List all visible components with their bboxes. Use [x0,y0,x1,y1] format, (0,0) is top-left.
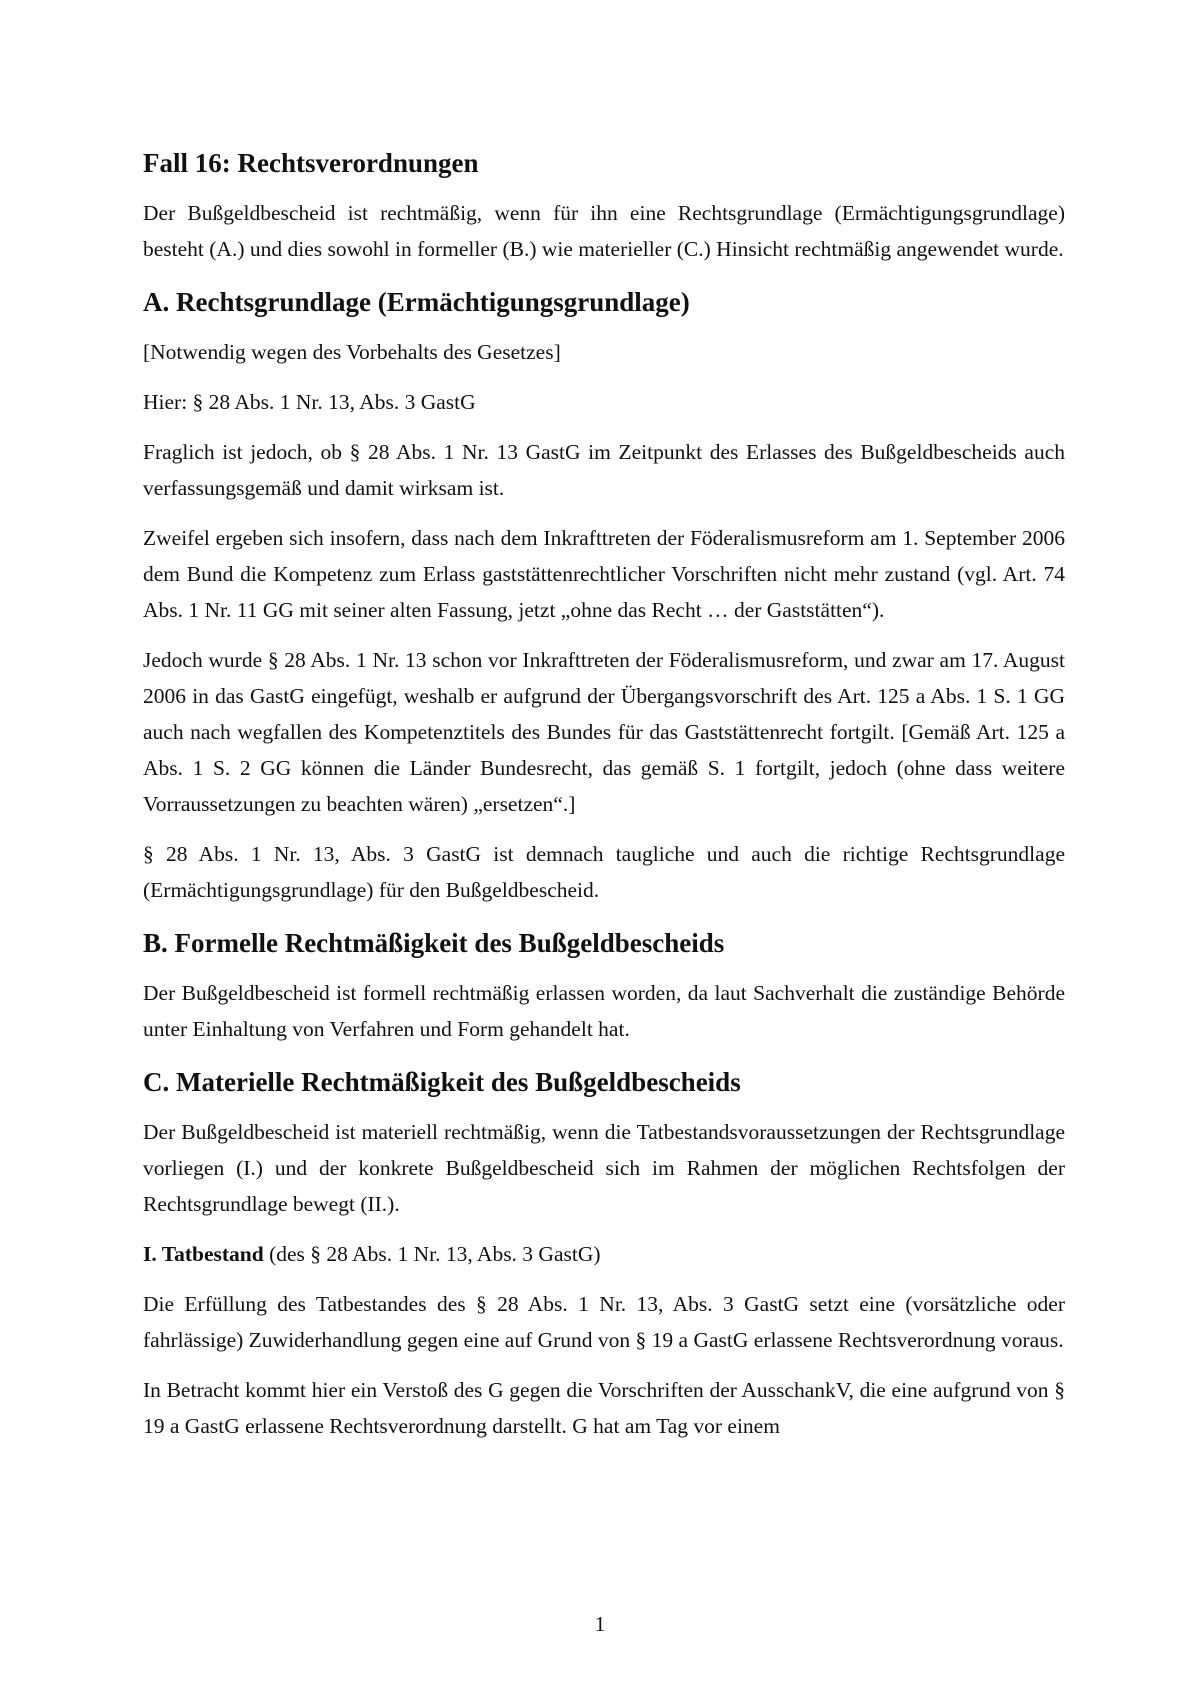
section-a-paragraph-2: Hier: § 28 Abs. 1 Nr. 13, Abs. 3 GastG [143,390,476,415]
section-a-paragraph-1: [Notwendig wegen des Vorbehalts des Gesetzes] [143,340,561,365]
section-a-heading: A. Rechtsgrundlage (Ermächtigungsgrundlage) [143,287,690,318]
subsection-heading [143,1236,1065,1272]
intro-paragraph: Der Bußgeldbescheid ist rechtmäßig, wenn für ihn eine Rechtsgrundlage (Ermächtigungsgrundlage) besteht (A.) und dies sowohl in formeller (B.) wie materieller (C.) Hinsicht rechtmäßig angewendet wurde. [143,201,1065,262]
subsection-heading-rest: (des § 28 Abs. 1 Nr. 13, Abs. 3 GastG) [263,1242,601,1267]
section-a-paragraph-4: Zweifel ergeben sich insofern, dass nach dem Inkrafttreten der Föderalismusreform am 1. September 2006 dem Bund die Kompetenz zum Erlass gaststättenrechtlicher Vorschriften nicht mehr zustand (vgl. Art. 74 Abs. 1 Nr. 11 GG mit seiner alten Fassung, jetzt „ohne das Recht … der Gaststätten“). [143,526,1065,623]
section-a-paragraph-6: § 28 Abs. 1 Nr. 13, Abs. 3 GastG ist demnach taugliche und auch die richtige Rechtsgrundlage (Ermächtigungsgrundlage) für den Bußgeldbescheid. [143,842,1065,903]
section-b-paragraph-1: Der Bußgeldbescheid ist formell rechtmäßig erlassen worden, da laut Sachverhalt die zuständige Behörde unter Einhaltung von Verfahren und Form gehandelt hat. [143,981,1065,1042]
section-c-paragraph-1: Der Bußgeldbescheid ist materiell rechtmäßig, wenn die Tatbestandsvoraussetzungen der Rechtsgrundlage vorliegen (I.) und der konkrete Bußgeldbescheid sich im Rahmen der möglichen Rechtsfolgen der Rechtsgrundlage bewegt (II.). [143,1120,1065,1217]
section-c-paragraph-3: In Betracht kommt hier ein Verstoß des G gegen die Vorschriften der AusschankV, die eine aufgrund von § 19 a GastG erlassene Rechtsverordnung darstellt. G hat am Tag vor einem [143,1378,1065,1439]
page-number: 1 [594,1612,606,1636]
section-a-paragraph-3: Fraglich ist jedoch, ob § 28 Abs. 1 Nr. 13 GastG im Zeitpunkt des Erlasses des Bußgeldbescheids auch verfassungsgemäß und damit wirksam ist. [143,440,1065,501]
document-title: Fall 16: Rechtsverordnungen [143,148,479,178]
section-a-paragraph-5: Jedoch wurde § 28 Abs. 1 Nr. 13 schon vor Inkrafttreten der Föderalismusreform, und zwar am 17. August 2006 in das GastG eingefügt, weshalb er aufgrund der Übergangsvorschrift des Art. 125 a Abs. 1 S. 1 GG auch nach wegfallen des Kompetenztitels des Bundes für das Gaststättenrecht fortgilt. [Gemäß Art. 125 a Abs. 1 S. 2 GG können die Länder Bundesrecht, das gemäß S. 1 fortgilt, jedoch (ohne dass weitere Vorraussetzungen zu beachten wären) „ersetzen“.] [143,648,1065,817]
subsection-heading-bold: I. Tatbestand [143,1242,264,1267]
section-c-heading: C. Materielle Rechtmäßigkeit des Bußgeldbescheids [143,1067,741,1098]
section-c-paragraph-2: Die Erfüllung des Tatbestandes des § 28 Abs. 1 Nr. 13, Abs. 3 GastG setzt eine (vorsätzliche oder fahrlässige) Zuwiderhandlung gegen eine auf Grund von § 19 a GastG erlassene Rechtsverordnung voraus. [143,1292,1065,1353]
section-b-heading: B. Formelle Rechtmäßigkeit des Bußgeldbescheids [143,928,725,959]
document-page [143,130,1065,1458]
